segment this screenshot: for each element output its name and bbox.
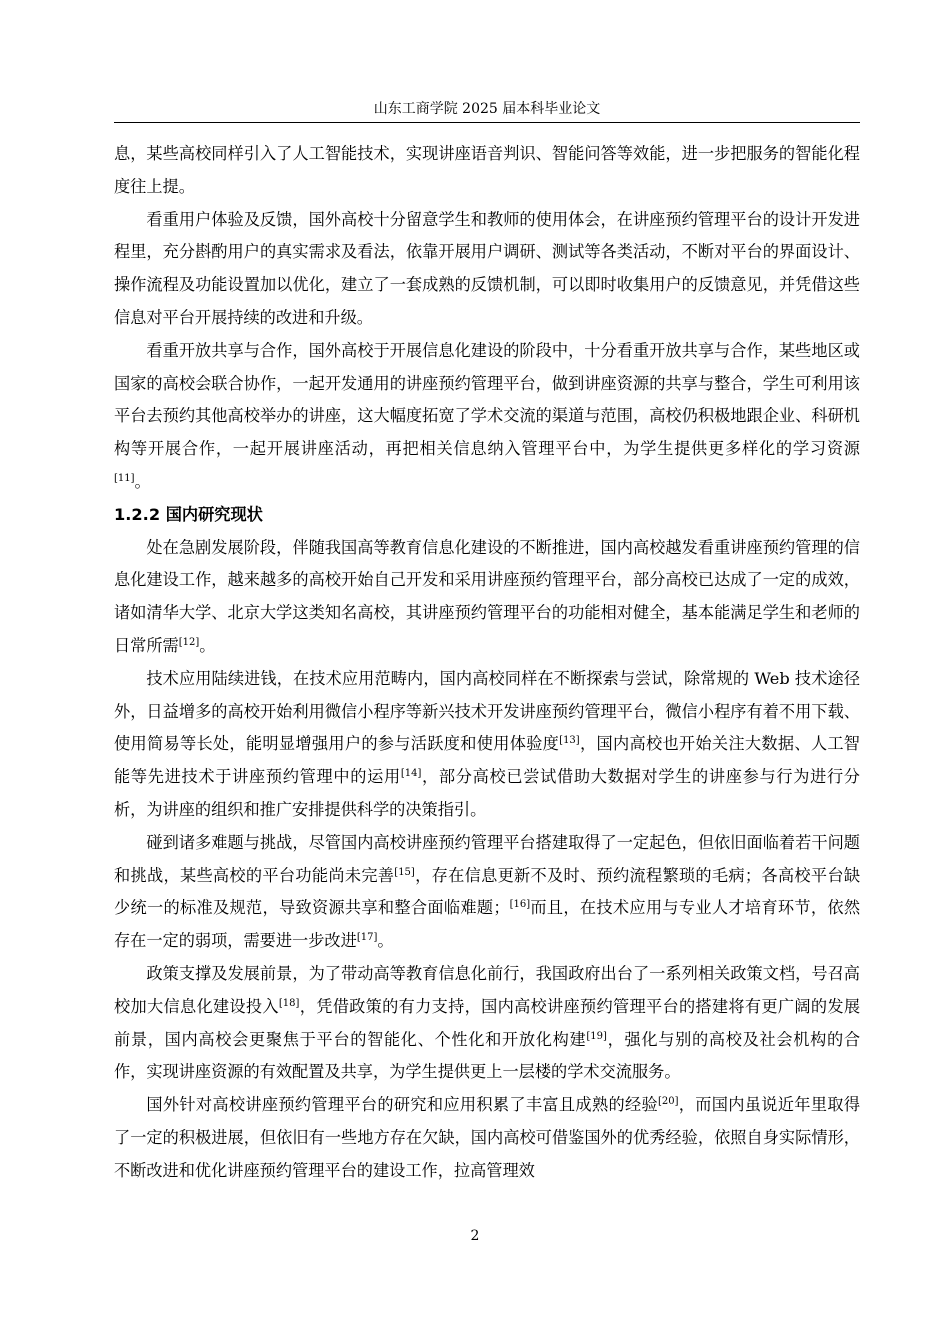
paragraph-text: ，强化与别的高校及社会机构的合作，实现讲座资源的有效配置及共享，为学生提供更上一层楼的学术交流服务。	[114, 1029, 861, 1082]
paragraph-text: 国外针对高校讲座预约管理平台的研究和应用积累了丰富且成熟的经验	[146, 1095, 658, 1115]
paragraph-text: 。	[377, 931, 394, 951]
paragraph-text: 而且，在技术应用与专业人才培育环节，依然存在一定的弱项，需要进一步改进	[114, 898, 861, 951]
paragraph-text: ，部分高校已尝试借助大数据对学生的讲座参与行为进行分析，为讲座的组织和推广安排提供科学的决策指引。	[114, 767, 860, 819]
paragraph-continued: 息，某些高校同样引入了人工智能技术，实现讲座语音判识、智能问答等效能，进一步把服务的智能化程度往上提。	[114, 144, 860, 196]
header-rule	[114, 122, 860, 123]
paragraph-challenges	[114, 827, 860, 958]
citation-ref: [15]	[394, 866, 415, 878]
paragraph-text: ，凭借政策的有力支持，国内高校讲座预约管理平台的搭建将有更广阔的发展前景，国内高校会更聚焦于平台的智能化、个性化和开放化构建	[114, 996, 861, 1049]
section-heading: 1.2.2 国内研究现状	[114, 504, 263, 524]
running-header: 山东工商学院 2025 届本科毕业论文	[373, 101, 601, 117]
citation-ref: [14]	[400, 768, 422, 780]
paragraph-policy	[114, 958, 860, 1089]
paragraph-text: 政策支撑及发展前景，为了带动高等教育信息化前行，我国政府出台了一系列相关政策文档，号召高校加大信息化建设投入	[114, 963, 860, 1016]
citation-ref: [20]	[657, 1096, 679, 1108]
paragraph-text: ，国内高校也开始关注大数据、人工智能等先进技术于讲座预约管理中的运用	[114, 734, 860, 787]
paragraph-technology	[114, 663, 860, 827]
paragraph-text: 处在急剧发展阶段，伴随我国高等教育信息化建设的不断推进，国内高校越发看重讲座预约管理的信息化建设工作，越来越多的高校开始自己开发和采用讲座预约管理平台，部分高校已达成了一定的成效，诸如清华大学、北京大学这类知名高校，其讲座预约管理平台的功能相对健全，基本能满足学生和老师的日常所需	[114, 537, 860, 655]
paragraph-text: 。	[199, 635, 216, 655]
citation-ref: [11]	[114, 472, 135, 484]
paragraph-user-experience: 看重用户体验及反馈，国外高校十分留意学生和教师的使用体会，在讲座预约管理平台的设计开发进程里，充分斟酌用户的真实需求及看法，依靠开展用户调研、测试等各类活动，不断对平台的界面设计、操作流程及功能设置加以优化，建立了一套成熟的反馈机制，可以即时收集用户的反馈意见，并凭借这些信息对平台开展持续的改进和升级。	[114, 209, 860, 327]
citation-ref: [19]	[586, 1030, 607, 1042]
citation-ref: [16]	[509, 899, 531, 911]
paragraph-rapid-development	[114, 532, 860, 663]
paragraph-text: 技术应用陆续进钱，在技术应用范畴内，国内高校同样在不断探索与尝试，除常规的 Web 技术途径外，日益增多的高校开始利用微信小程序等新兴技术开发讲座预约管理平台，微信小程序有着不用下载、使用简易等长处，能明显增强用户的参与活跃度和使用体验度	[114, 668, 860, 754]
paragraph-text: ，存在信息更新不及时、预约流程繁琐的毛病；各高校平台缺少统一的标准及规范，导致资源共享和整合面临难题；	[114, 865, 861, 918]
paragraph-comparison	[114, 1089, 860, 1187]
citation-ref: [13]	[559, 735, 580, 747]
paragraph-text: 看重开放共享与合作，国外高校于开展信息化建设的阶段中，十分看重开放共享与合作，某些地区或国家的高校会联合协作，一起开发通用的讲座预约管理平台，做到讲座资源的共享与整合，学生可利用该平台去预约其他高校举办的讲座，这大幅度拓宽了学术交流的渠道与范围，高校仍积极地跟企业、科研机构等开展合作，一起开展讲座活动，再把相关信息纳入管理平台中，为学生提供更多样化的学习资源	[114, 340, 860, 459]
citation-ref: [18]	[278, 997, 300, 1009]
citation-ref: [17]	[356, 932, 378, 944]
paragraph-text: 。	[134, 471, 151, 491]
body-text	[114, 138, 860, 1188]
citation-ref: [12]	[178, 636, 200, 648]
paragraph-text: 碰到诸多难题与挑战，尽管国内高校讲座预约管理平台搭建取得了一定起色，但依旧面临着若干问题和挑战，某些高校的平台功能尚未完善	[114, 832, 860, 885]
page-number: 2	[470, 1228, 480, 1244]
paragraph-open-sharing	[114, 335, 860, 499]
paragraph-text: ，而国内虽说近年里取得了一定的积极进展，但依旧有一些地方存在欠缺，国内高校可借鉴国外的优秀经验，依照自身实际情形，不断改进和优化讲座预约管理平台的建设工作，拉高管理效	[114, 1095, 861, 1180]
